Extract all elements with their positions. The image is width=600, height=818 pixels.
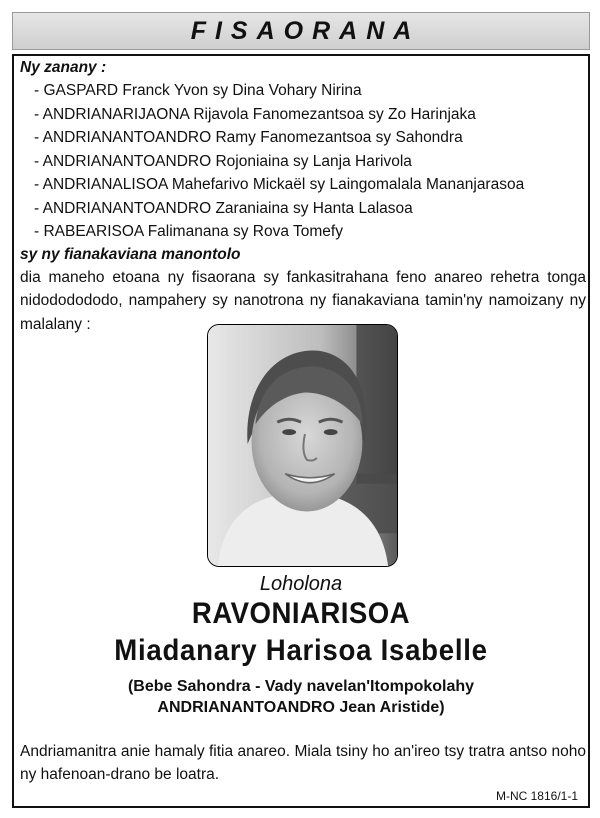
- list-item: - ANDRIANALISOA Mahefarivo Mickaël sy Laingomalala Mananjarasoa: [34, 173, 586, 197]
- deceased-note: (Bebe Sahondra - Vady navelan'Itompokolahy ANDRIANANTOANDRO Jean Aristide): [127, 678, 475, 716]
- children-list: [20, 79, 586, 244]
- notice-body: [20, 57, 586, 336]
- announcement-label: Loholona: [259, 573, 343, 595]
- list-item: - ANDRIANANTOANDRO Ramy Fanomezantsoa sy Sahondra: [34, 126, 586, 150]
- deceased-surname: RAVONIARISOA: [191, 597, 411, 630]
- list-item: - ANDRIANANTOANDRO Rojoniaina sy Lanja Harivola: [34, 150, 586, 174]
- reference-code: M-NC 1816/1-1: [495, 789, 578, 803]
- deceased-given-names: Miadanary Harisoa Isabelle: [114, 634, 488, 667]
- closing-paragraph: Andriamanitra anie hamaly fitia anareo. Miala tsiny ho an'ireo tsy tratra antso noho ny hafenoan-drano be loatra.: [20, 743, 586, 783]
- extended-family-label: sy ny fianakaviana manontolo: [20, 245, 241, 263]
- list-item: - RABEARISOA Falimanana sy Rova Tomefy: [34, 220, 586, 244]
- list-item: - GASPARD Franck Yvon sy Dina Vohary Nirina: [34, 79, 586, 103]
- list-item: - ANDRIANANTOANDRO Zaraniaina sy Hanta Lalasoa: [34, 197, 586, 221]
- children-label: Ny zanany :: [20, 59, 107, 76]
- list-item: - ANDRIANARIJAONA Rijavola Fanomezantsoa sy Zo Harinjaka: [34, 103, 586, 127]
- deceased-name-block: [12, 572, 590, 718]
- portrait-photo: [207, 324, 398, 567]
- portrait-image: [208, 325, 397, 566]
- header-banner: [12, 12, 590, 50]
- page-title: FISAORANA: [190, 16, 421, 45]
- intro-paragraph: dia maneho etoana ny fisaorana sy fankasitrahana feno anareo rehetra tonga nidododododo, nampahery sy nanotrona ny fianakaviana tamin'ny namoizany ny malalany :: [20, 268, 586, 333]
